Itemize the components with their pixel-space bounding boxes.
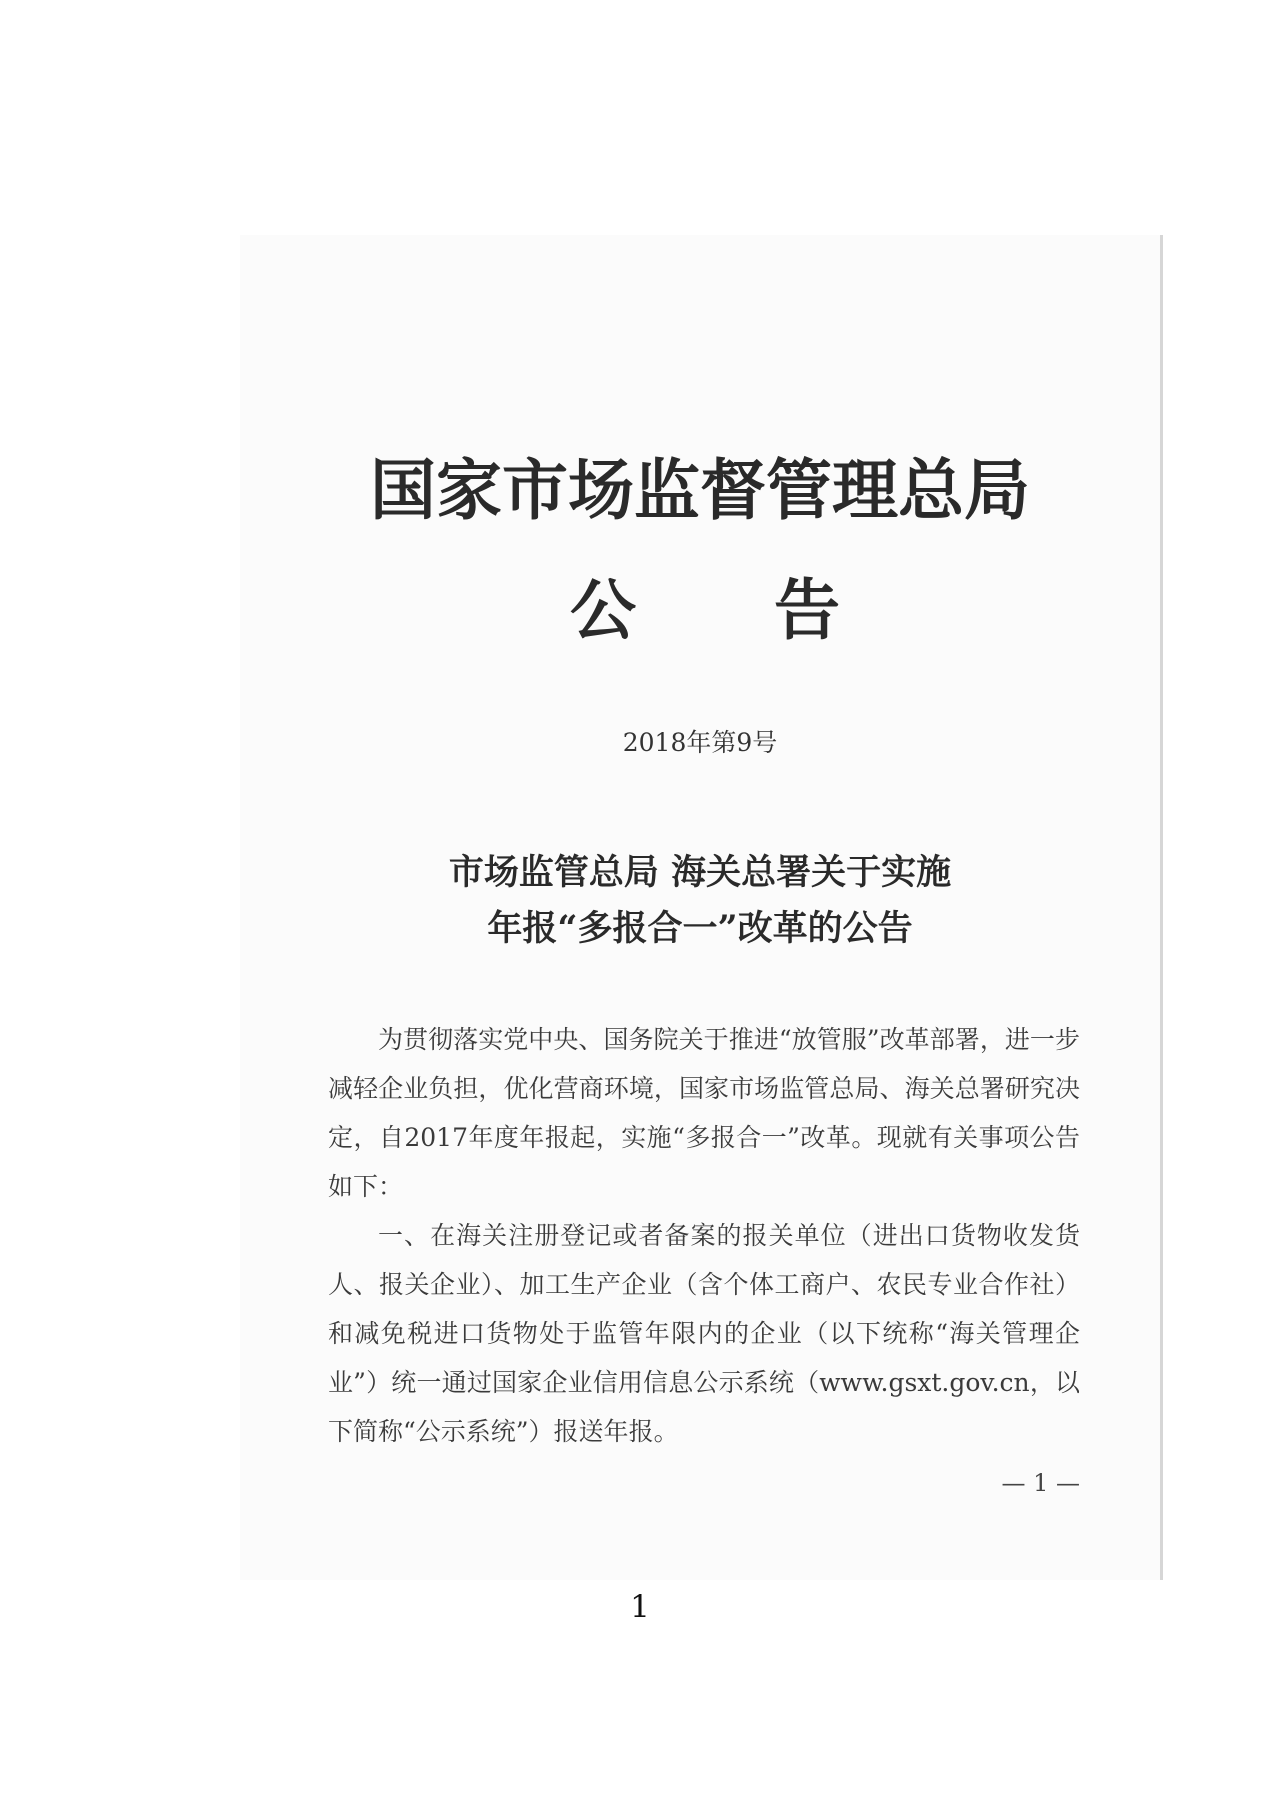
notice-char-2: 告 <box>774 571 840 649</box>
document-title <box>400 845 1000 957</box>
title-line-1: 市场监管总局 海关总署关于实施 <box>448 852 952 893</box>
notice-heading <box>570 565 840 655</box>
notice-char-1: 公 <box>570 571 636 649</box>
title-line-2: 年报“多报合一”改革的公告 <box>487 908 913 949</box>
body-paragraph-1: 为贯彻落实党中央、国务院关于推进“放管服”改革部署，进一步减轻企业负担，优化营商环境，国家市场监管总局、海关总署研究决定，自2017年度年报起，实施“多报合一”改革。现就有关事项公告如下： <box>328 1025 1080 1201</box>
document-body <box>328 1015 1080 1456</box>
agency-header: 国家市场监督管理总局 <box>370 451 1030 529</box>
body-paragraph-2: 一、在海关注册登记或者备案的报关单位（进出口货物收发货人、报关企业）、加工生产企业（含个体工商户、农民专业合作社）和减免税进口货物处于监管年限内的企业（以下统称“海关管理企业”）统一通过国家企业信用信息公示系统（www.gsxt.gov.cn，以下简称“公示系统”）报送年报。 <box>328 1221 1080 1446</box>
document-number: 2018年第9号 <box>622 728 778 757</box>
inner-page-number: — 1 — <box>1001 1469 1080 1497</box>
footer-page-number: 1 <box>630 1589 650 1625</box>
scan-right-edge <box>1160 235 1163 1580</box>
